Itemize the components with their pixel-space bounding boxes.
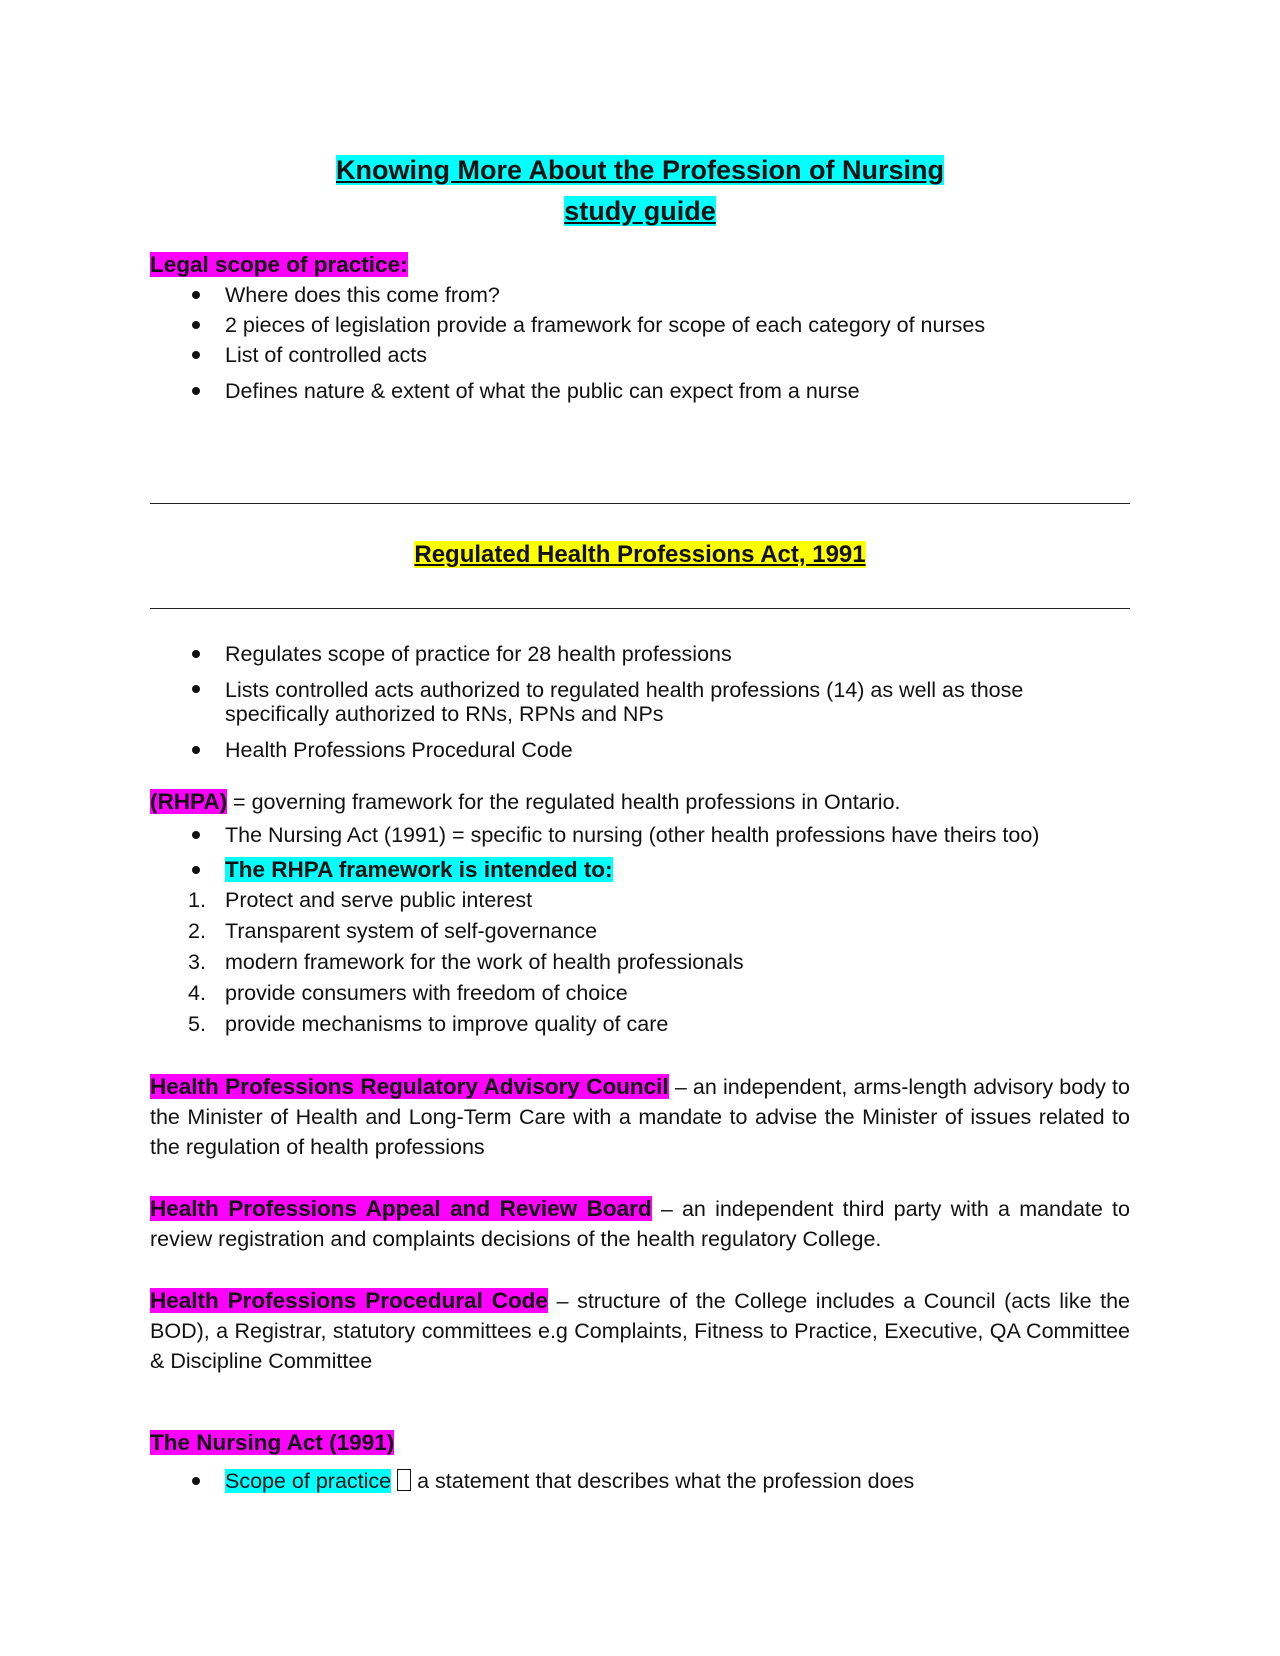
list-item xyxy=(150,639,1130,669)
definition-hprac xyxy=(150,1072,1130,1162)
list-item-text: Protect and serve public interest xyxy=(225,888,533,912)
legal-scope-list xyxy=(150,280,1130,406)
bullet-icon xyxy=(192,746,200,754)
list-item-text: provide consumers with freedom of choice xyxy=(225,981,628,1005)
list-number: 1. xyxy=(188,888,206,912)
bullet-icon xyxy=(192,387,200,395)
framework-bullet-text: The RHPA framework is intended to: xyxy=(225,857,613,882)
list-item xyxy=(150,947,1130,978)
rhpa-definition-text: = governing framework for the regulated health professions in Ontario. xyxy=(227,790,901,814)
list-item-text: modern framework for the work of health professionals xyxy=(225,950,744,974)
list-item-text: 2 pieces of legislation provide a framework for scope of each category of nurses xyxy=(225,313,986,337)
rhpa-sub-list xyxy=(150,820,1130,885)
list-item xyxy=(150,376,1130,406)
list-item xyxy=(150,885,1130,916)
nursing-act-list xyxy=(150,1466,1130,1496)
list-item xyxy=(150,735,1130,765)
nursing-act-heading xyxy=(150,1428,1130,1458)
bullet-icon xyxy=(192,351,200,359)
rhpa-heading-text: Regulated Health Professions Act, 1991 xyxy=(414,541,866,568)
list-item xyxy=(150,280,1130,310)
bullet-icon xyxy=(192,685,200,693)
bullet-icon xyxy=(192,866,200,874)
scope-term: Scope of practice xyxy=(225,1469,392,1493)
nursing-act-heading-text: The Nursing Act (1991) xyxy=(150,1430,395,1455)
list-item-text: Regulates scope of practice for 28 health professions xyxy=(225,642,732,666)
definition-text: – structure of the College includes a Council (acts like the BOD), a Registrar, statutory committees e.g Complaints, Fitness to Practice, Executive, QA Committee & Discipline Committee xyxy=(150,1289,1131,1373)
bullet-icon xyxy=(192,831,200,839)
definition-text: – an independent, arms-length advisory body to the Minister of Health and Long-Term Care with a mandate to advise the Minister of issues related to the regulation of health professions xyxy=(150,1075,1130,1159)
title-line-1: Knowing More About the Profession of Nursing xyxy=(336,155,944,185)
list-item xyxy=(150,310,1130,340)
list-item-text: Lists controlled acts authorized to regulated health professions (14) as well as those specifically authorized to RNs, RPNs and NPs xyxy=(225,678,1024,726)
rhpa-heading xyxy=(150,540,1130,570)
list-number: 4. xyxy=(188,981,206,1005)
bullet-icon xyxy=(192,321,200,329)
rhpa-definition xyxy=(150,787,1130,817)
list-item-text: Where does this come from? xyxy=(225,283,500,307)
list-item xyxy=(150,675,1130,729)
bullet-icon xyxy=(192,291,200,299)
scope-text: a statement that describes what the profession does xyxy=(417,1469,915,1493)
list-item xyxy=(150,916,1130,947)
list-item xyxy=(150,820,1130,850)
list-item-text: Defines nature & extent of what the public can expect from a nurse xyxy=(225,379,860,403)
list-item xyxy=(150,1009,1130,1040)
list-item-text: The Nursing Act (1991) = specific to nursing (other health professions have theirs too) xyxy=(225,823,1040,847)
list-item-text: Transparent system of self-governance xyxy=(225,919,598,943)
title-line-2: study guide xyxy=(564,196,716,226)
document-title xyxy=(150,150,1130,232)
bullet-icon xyxy=(192,650,200,658)
definition-hparb xyxy=(150,1194,1130,1254)
list-item-text: Health Professions Procedural Code xyxy=(225,738,573,762)
legal-scope-heading-text: Legal scope of practice: xyxy=(150,252,408,277)
definition-procedural-code xyxy=(150,1286,1130,1376)
list-item xyxy=(150,1466,1130,1496)
bullet-icon xyxy=(192,1477,200,1485)
rhpa-list xyxy=(150,639,1130,765)
definition-term: Health Professions Appeal and Review Board xyxy=(150,1196,652,1221)
list-item-text: List of controlled acts xyxy=(225,343,427,367)
missing-glyph-icon xyxy=(397,1469,411,1491)
rhpa-term: (RHPA) xyxy=(150,789,228,814)
list-item xyxy=(150,340,1130,370)
definition-term: Health Professions Regulatory Advisory Council xyxy=(150,1074,669,1099)
document-content xyxy=(150,150,1130,1496)
list-number: 2. xyxy=(188,919,206,943)
definition-term: Health Professions Procedural Code xyxy=(150,1288,548,1313)
legal-scope-heading xyxy=(150,250,1130,280)
framework-numbered-list xyxy=(150,885,1130,1040)
list-number: 3. xyxy=(188,950,206,974)
list-number: 5. xyxy=(188,1012,206,1036)
definition-text: – an independent third party with a mandate to review registration and complaints decisions of the health regulatory College. xyxy=(150,1197,1130,1251)
list-item-text: provide mechanisms to improve quality of care xyxy=(225,1012,669,1036)
list-item xyxy=(150,978,1130,1009)
list-item xyxy=(150,855,1130,885)
